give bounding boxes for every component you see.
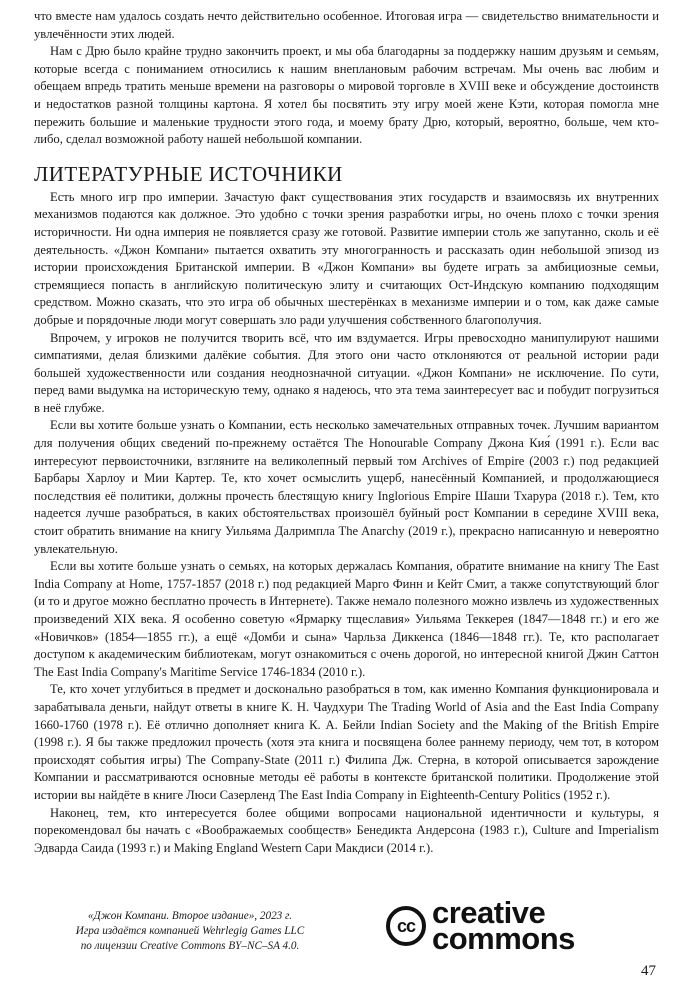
page-number: 47 (641, 963, 656, 979)
edition-note-line-2: Игра издаётся компанией Wehrlegig Games LLC (75, 925, 305, 937)
edition-note-line-3: по лицензии Creative Commons BY–NC–SA 4.0. (80, 940, 300, 952)
intro-paragraph-2: Нам с Дрю было крайне трудно закончить проект, и мы оба благодарны за поддержку нашим друзьям и семьям, которые всегда с пониманием относились к нашим внеплановым рабочим встречам. Мы очень вас любим и обещаем впредь тратить меньше времени на разговоры о мировой торговле в XVIII веке и обсуждение достоинств и недостатков разной толщины картона. Я хотел бы посвятить эту игру моей жене Кэти, которая помогла мне пережить большие и маленькие трудности этого года, и моему брату Дрю, который, вероятно, больше, чем кто-либо, сделал возможной работу нашей небольшой компании. (34, 44, 659, 147)
cc-badge-icon: cc (386, 906, 426, 946)
creative-commons-logo (386, 895, 575, 956)
main-content (34, 8, 659, 857)
edition-note-line-1: «Джон Компани. Второе издание», 2023 г. (87, 910, 293, 922)
cc-wordmark-line-1: creative (432, 895, 546, 930)
section-paragraph-1: Есть много игр про империи. Зачастую факт существования этих государств и взаимосвязь их внутренних механизмов подаются как должное. Это удобно с точки зрения разработки игры, но очень плохо с точки зрения историчности. Ни одна империя не появляется сразу же готовой. Развитие империи столь же запутанно, сколь и её деятельность. «Джон Компани» пытается охватить эту многогранность и рассказать один небольшой эпизод из истории происхождения Британской империи. В «Джон Компани» вы будете играть за амбициозные семьи, стремящиеся попасть в английскую политическую элиту и считающих Ост-Индскую компанию подходящим средством. Можно сказать, что это игра об обычных шестерёнках в механизме империи и о том, как даже самые добрые и порядочные люди могут совершать зло ради улучшения собственного благополучия. (34, 189, 659, 327)
edition-note (60, 909, 320, 954)
section-paragraph-6: Наконец, тем, кто интересуется более общими вопросами национальной идентичности и культуры, я порекомендовал бы начать с «Воображаемых сообществ» Бенедикта Андерсона (1983 г.), Culture and Imperialism Эдварда Саида (1993 г.) и Making England Western Сари Макдиси (2014 г.). (34, 805, 659, 855)
section-paragraph-2: Впрочем, у игроков не получится творить всё, что им вздумается. Игры превосходно манипулируют нашими симпатиями, делая близкими далёкие события. Для этого они часто отклоняются от реальной истории ради большей художественности или создания неоднозначной ситуации. «Джон Компани» не исключение. По сути, перед вами выдумка на историческую тему, однако я надеюсь, что эта тема заинтересует вас и побудит погрузиться в неё глубже. (34, 330, 659, 415)
section-heading: ЛИТЕРАТУРНЫЕ ИСТОЧНИКИ (34, 161, 343, 186)
cc-wordmark (432, 895, 575, 956)
section-paragraph-4: Если вы хотите больше узнать о семьях, на которых держалась Компания, обратите внимание на книгу The East India Company at Home, 1757-1857 (2018 г.) под редакцией Марго Финн и Кейт Смит, а также сопутствующий блог (и то и другое можно бесплатно прочесть в Интернете). Также немало полезного можно извлечь из художественных произведений XIX века. Я особенно советую «Ярмарку тщеславия» Уильяма Теккерея (1847—1848 гг.) и его же «Новичков» (1854—1855 гг.), а ещё «Домби и сына» Чарльза Диккенса (1846—1848 гг.). Те, кто располагает доступом к академическим библиотекам, могут ознакомиться с очень дорогой, но интересной книгой Джин Саттон The East India Company's Maritime Service 1746-1834 (2010 г.). (34, 559, 659, 679)
section-paragraph-3: Если вы хотите больше узнать о Компании, есть несколько замечательных отправных точек. Лучшим вариантом для получения общих сведений по-прежнему остаётся The Honourable Company Джона Кия́ (1991 г.). Если вас интересуют первоисточники, взгляните на великолепный первый том Archives of Empire (2003 г.) под редакцией Барбары Харлоу и Мии Картер. Те, кто хочет осмыслить ущерб, нанесённый Компанией, и продолжающиеся последствия её политики, должны прочесть блестящую книгу Inglorious Empire Шаши Тхарура (2018 г.). Тем, кто надеется лучше разобраться, в каких обстоятельствах произошёл буйный рост Компании в середине XVIII века, стоит обратить внимание на книгу Уильяма Далримпла The Anarchy (2019 г.), прекрасно написанную и невероятно увлекательную. (34, 418, 659, 556)
intro-paragraph-1: что вместе нам удалось создать нечто действительно особенное. Итоговая игра — свидетельство внимательности и увлечённости этих людей. (34, 9, 659, 41)
section-paragraph-5: Те, кто хочет углубиться в предмет и досконально разобраться в том, как именно Компания функционировала и зарабатывала деньги, найдут ответы в книге К. Н. Чаудхури The Trading World of Asia and the East India Company 1660-1760 (1978 г.). Её отлично дополняет книга К. А. Бейли Indian Society and the Making of the British Empire (1998 г.). Я бы также предложил прочесть (хотя эта книга и посвящена более раннему периоду, чем тот, в котором происходят события игры) The Company-State (2011 г.) Филипа Дж. Стерна, в которой описывается зарождение Компании и рассматриваются основные методы её работы в контексте британской политики. Продолжение этой истории вы найдёте в книге Люси Сазерленд The East India Company in Eighteenth-Century Politics (1952 г.). (34, 682, 659, 802)
cc-wordmark-line-2: commons (432, 921, 575, 956)
